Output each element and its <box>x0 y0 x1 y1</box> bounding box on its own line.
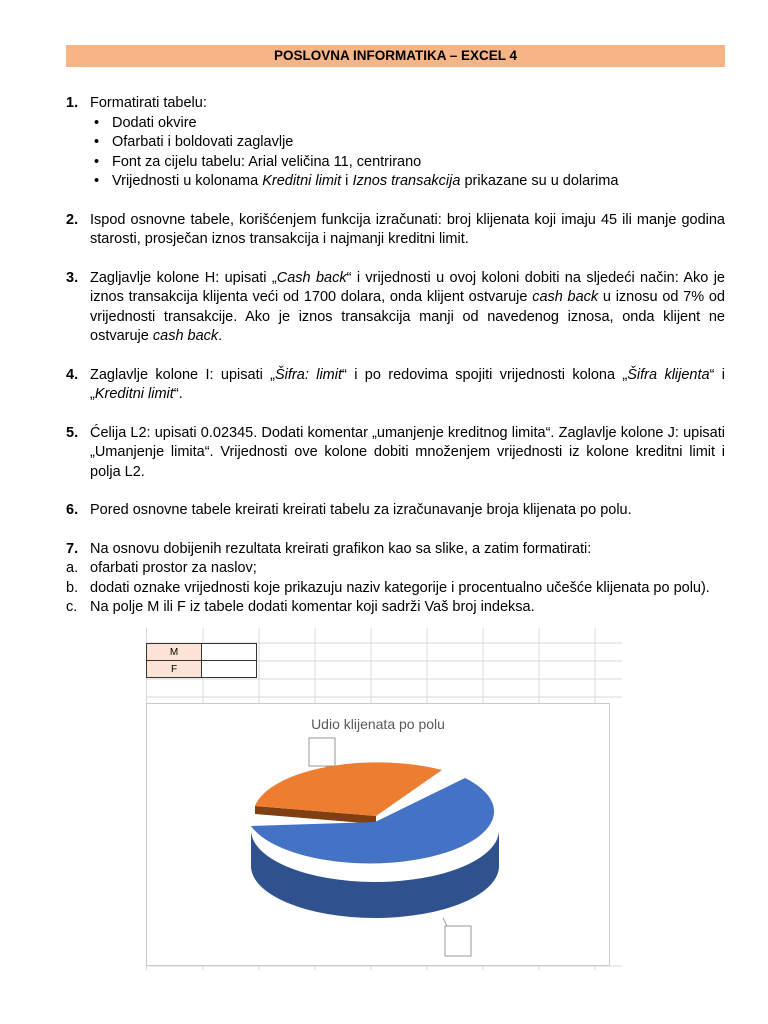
bullet-item: • Vrijednosti u kolonama Kreditni limit i Iznos transakcija prikazane su u dolarima <box>90 172 725 192</box>
task-7 <box>66 540 725 560</box>
task-text: Na osnovu dobijenih rezultata kreirati grafikon kao sa slike, a zatim formatirati: <box>90 540 592 557</box>
data-label-box[interactable] <box>445 926 471 956</box>
sub-task: c. Na polje M ili F iz tabele dodati komentar koji sadrži Vaš broj indeksa. <box>66 599 535 615</box>
bullet-item: • Dodati okvire <box>90 114 725 134</box>
task-intro: Formatirati tabelu: <box>90 95 207 111</box>
task-list <box>66 94 725 618</box>
bullet-item: • Font za cijelu tabelu: Arial veličina 11, centrirano <box>90 153 725 173</box>
chart-title: Udio klijenata po polu <box>311 716 445 732</box>
task-number: 7. <box>66 540 79 557</box>
task-4 <box>66 366 725 405</box>
task-1 <box>66 94 725 192</box>
bullet-item: • Ofarbati i boldovati zaglavlje <box>90 133 725 153</box>
gender-value-cell[interactable] <box>202 644 257 661</box>
pie-chart[interactable] <box>146 703 610 966</box>
page-title: POSLOVNA INFORMATIKA – EXCEL 4 <box>66 45 725 67</box>
gender-label-cell[interactable]: F <box>147 661 202 678</box>
task-text: Zagljavlje kolone H: upisati „Cash back“ i vrijednosti u ovoj koloni dobiti na sljedeći način: Ako je iznos transakcija klijenta veći od 1700 dolara, onda klijent ostvaruje cash back u iznosu od 7% od vrijednosti transakcije. Ako je iznos transakcija manji od navedenog iznosa, onda klijent ne ostvaruje cash back. <box>90 269 725 344</box>
task-5 <box>66 424 725 483</box>
sub-task: b. dodati oznake vrijednosti koje prikazuju naziv kategorije i procentualno učešće klijenata po polu). <box>66 579 710 596</box>
task-6 <box>66 501 725 521</box>
task-3 <box>66 269 725 347</box>
table-row <box>147 661 257 678</box>
pie-chart-svg <box>147 704 609 965</box>
gender-label-cell[interactable]: M <box>147 644 202 661</box>
data-label-box[interactable] <box>309 738 335 766</box>
task-number: 3. <box>66 269 79 286</box>
table-row <box>147 644 257 661</box>
leader-line <box>443 918 447 926</box>
sub-task: a. ofarbati prostor za naslov; <box>66 560 257 576</box>
task-number: 1. <box>66 95 79 111</box>
task-text: Ispod osnovne tabele, korišćenjem funkcija izračunati: broj klijenata koji imaju 45 ili manje godina starosti, prosječan iznos transakcija i najmanji kreditni limit. <box>90 211 725 247</box>
task-number: 4. <box>66 366 79 383</box>
bullet-list <box>90 114 725 192</box>
gender-count-table <box>146 643 257 678</box>
task-text: Zaglavlje kolone I: upisati „Šifra: limit“ i po redovima spojiti vrijednosti kolona „Šifra klijenta“ i „Kreditni limit“. <box>90 366 725 402</box>
task-text: Ćelija L2: upisati 0.02345. Dodati komentar „umanjenje kreditnog limita“. Zaglavlje kolone J: upisati „Umanjenje limita“. Vrijednosti ove kolone dobiti množenjem vrijednosti iz kolone kreditni limit i polja L2. <box>90 424 725 480</box>
sub-task-list <box>66 559 725 618</box>
gender-value-cell[interactable] <box>202 661 257 678</box>
task-number: 2. <box>66 211 79 228</box>
task-text: Pored osnovne tabele kreirati kreirati tabelu za izračunavanje broja klijenata po polu. <box>90 502 632 518</box>
task-2 <box>66 211 725 250</box>
task-number: 6. <box>66 502 79 518</box>
task-number: 5. <box>66 424 79 441</box>
